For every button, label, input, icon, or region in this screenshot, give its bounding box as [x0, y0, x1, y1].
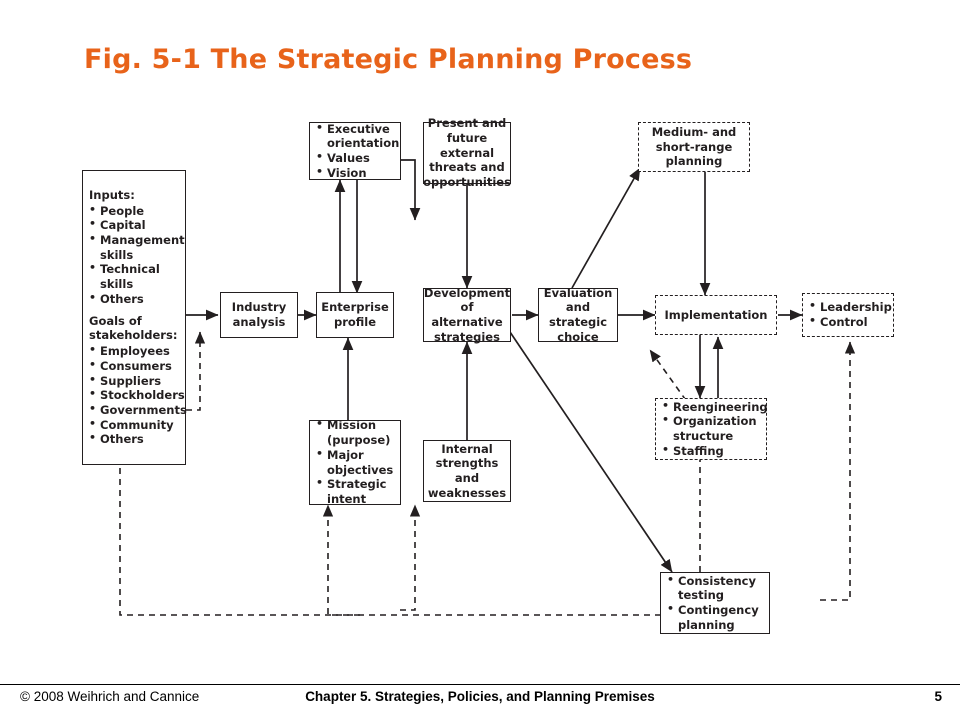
node-enterprise-profile: Enterprise profile — [316, 292, 394, 338]
list-item: • Executive orientation — [316, 122, 399, 151]
goals-heading: Goals of stakeholders: — [89, 313, 178, 343]
node-medium-short-range-planning: Medium- and short-range planning — [638, 122, 750, 172]
list-item: • Organization structure — [662, 414, 768, 443]
strategic-planning-flowchart — [60, 110, 900, 660]
list-item: • Management skills — [89, 233, 185, 262]
node-inputs — [82, 170, 186, 465]
node-present-future-external: Present and future external threats and opportunities — [423, 116, 511, 190]
inputs-heading: Inputs: — [89, 187, 135, 202]
list-item: • Consistency testing — [667, 574, 763, 603]
list-item: • Employees — [89, 344, 187, 359]
list-item: • Mission (purpose) — [316, 418, 394, 447]
node-industry-analysis: Industry analysis — [220, 292, 298, 338]
node-reengineering — [655, 398, 767, 460]
list-item: • Control — [809, 315, 892, 330]
list-item: • Values — [316, 151, 399, 166]
node-mission — [309, 420, 401, 505]
goals-list — [89, 344, 187, 447]
list-item: • Major objectives — [316, 448, 394, 477]
node-leadership-control — [802, 293, 894, 337]
list-item: • Consumers — [89, 359, 187, 374]
footer-chapter: Chapter 5. Strategies, Policies, and Planning Premises — [305, 689, 655, 704]
node-evaluation-strategic-choice: Evaluation and strategic choice — [538, 288, 618, 342]
node-internal-strengths-weaknesses: Internal strengths and weaknesses — [423, 440, 511, 502]
list-item: • Stockholders — [89, 388, 187, 403]
list-item: • Suppliers — [89, 374, 187, 389]
list-item: • Reengineering — [662, 400, 768, 415]
footer-page-number: 5 — [934, 689, 942, 704]
list-item: • Staffing — [662, 444, 768, 459]
slide-footer — [0, 684, 960, 706]
list-item: • Vision — [316, 166, 399, 181]
list-item: • Strategic intent — [316, 477, 394, 506]
page-title: Fig. 5-1 The Strategic Planning Process — [84, 44, 693, 75]
node-executive-orientation — [309, 122, 401, 180]
node-implementation: Implementation — [655, 295, 777, 335]
list-item: • Others — [89, 292, 185, 307]
list-item: • Community — [89, 418, 187, 433]
node-development-alternative-strategies: Development of alternative strategies — [423, 285, 511, 344]
node-consistency-testing — [660, 572, 770, 634]
list-item: • Contingency planning — [667, 603, 763, 632]
list-item: • Technical skills — [89, 262, 185, 291]
list-item: • Governments — [89, 403, 187, 418]
footer-copyright: © 2008 Weihrich and Cannice — [20, 689, 200, 704]
list-item: • Others — [89, 432, 187, 447]
list-item: • People — [89, 204, 185, 219]
list-item: • Capital — [89, 218, 185, 233]
list-item: • Leadership — [809, 300, 892, 315]
inputs-list — [89, 204, 185, 307]
